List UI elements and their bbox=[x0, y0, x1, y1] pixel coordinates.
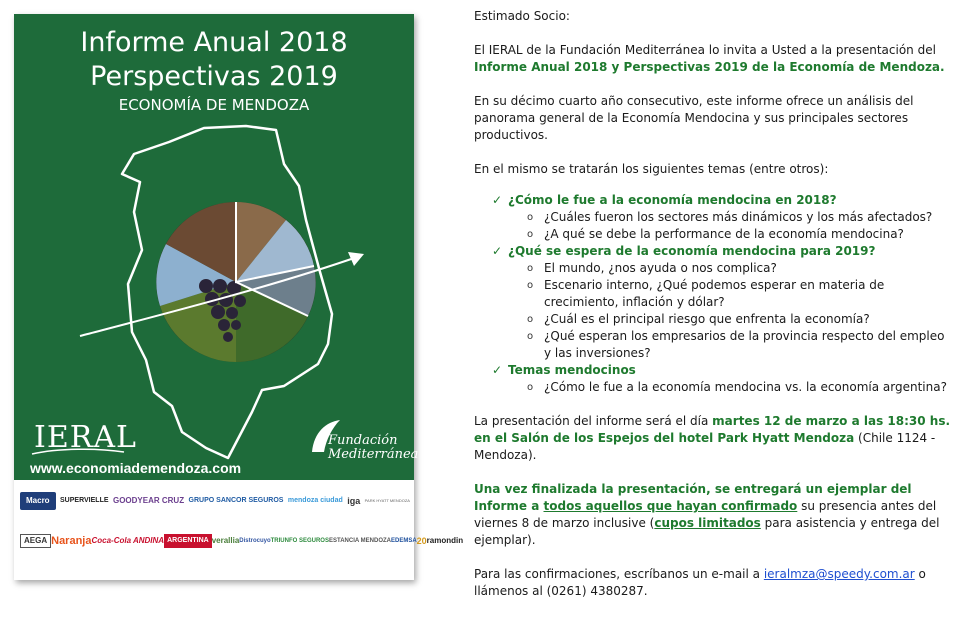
sponsor-logo: Distrocuyo bbox=[239, 538, 271, 544]
event-date-location: martes 12 de marzo a las 18:30 hs. en el Salón de los Espejos del hotel Park Hyatt Mendoza bbox=[474, 414, 951, 445]
event-address-text: (Chile 1124 - Mendoza). bbox=[474, 431, 936, 462]
sponsor-logo: Macro bbox=[20, 492, 56, 510]
sponsor-logo: GRUPO SANCOR SEGUROS bbox=[188, 497, 284, 504]
topic-label: Temas mendocinos bbox=[508, 363, 636, 377]
sponsors-row-2 bbox=[20, 534, 464, 548]
paragraph-delivery-notice bbox=[474, 481, 954, 549]
subtopic-item bbox=[474, 209, 954, 226]
sponsor-logo: mendoza ciudad bbox=[287, 497, 343, 504]
circle-bullet-icon: o bbox=[527, 314, 534, 325]
sponsor-logo: ramondin bbox=[426, 536, 464, 545]
mendoza-map-illustration bbox=[14, 14, 414, 480]
sponsors-row-1 bbox=[20, 492, 410, 510]
report-title-highlight: Informe Anual 2018 y Perspectivas 2019 de la Economía de Mendoza. bbox=[474, 60, 945, 74]
sponsor-logo: ESTANCIA MENDOZA bbox=[328, 538, 391, 544]
circle-bullet-icon: o bbox=[527, 382, 534, 393]
delivery-notice-text: Una vez finalizada la presentación, se entregará un ejemplar del Informe a bbox=[474, 482, 912, 513]
sponsors-strip bbox=[14, 480, 464, 580]
fundacion-logo bbox=[328, 434, 418, 462]
topics-list bbox=[474, 192, 954, 396]
contact-email-link[interactable]: ieralmza@speedy.com.ar bbox=[763, 567, 915, 581]
contact-intro-text: Para las confirmaciones, escríbanos un e-mail a bbox=[474, 567, 764, 581]
poster bbox=[14, 14, 464, 580]
subtopic-item bbox=[474, 226, 954, 243]
deadline-text: su presencia antes del viernes 8 de marzo inclusive ( bbox=[474, 499, 937, 530]
subtopic-item bbox=[474, 379, 954, 396]
sponsor-logo: iga bbox=[347, 496, 361, 506]
subtopic-item bbox=[474, 277, 954, 311]
subtopic-label: ¿Qué esperan los empresarios de la provincia respecto del empleo y las inversiones? bbox=[544, 329, 945, 360]
sponsor-logo: verallia bbox=[211, 536, 240, 545]
paragraph-invitation bbox=[474, 42, 954, 76]
limited-seats-detail: para asistencia y entrega del ejemplar). bbox=[474, 516, 940, 547]
subtopic-label: Escenario interno, ¿Qué podemos esperar en materia de crecimiento, inflación y dólar? bbox=[544, 278, 885, 309]
topic-label: ¿Cómo le fue a la economía mendocina en 2018? bbox=[508, 193, 837, 207]
sponsor-logo: TRIUNFO SEGUROS bbox=[270, 538, 329, 544]
photo-collage-circle bbox=[156, 202, 316, 362]
paragraph-contact bbox=[474, 566, 954, 600]
paragraph-description: En su décimo cuarto año consecutivo, este informe ofrece un análisis del panorama general de la Economía Mendocina y sus principales sectores productivos. bbox=[474, 94, 914, 142]
paragraph-event-details bbox=[474, 413, 954, 464]
circle-bullet-icon: o bbox=[527, 263, 534, 274]
topic-item bbox=[474, 362, 954, 379]
sponsor-logo: GOODYEAR CRUZ bbox=[112, 496, 185, 505]
greeting: Estimado Socio: bbox=[474, 9, 570, 23]
poster-website: www.economiademendoza.com bbox=[30, 460, 242, 476]
topic-label: ¿Qué se espera de la economía mendocina para 2019? bbox=[508, 244, 876, 258]
circle-bullet-icon: o bbox=[527, 331, 534, 342]
ieral-swoosh-icon bbox=[28, 446, 128, 458]
sponsor-logo: EDEMSA bbox=[390, 538, 417, 544]
circle-bullet-icon: o bbox=[527, 229, 534, 240]
subtopic-label: ¿Cuáles fueron los sectores más dinámicos y los más afectados? bbox=[544, 210, 933, 224]
sponsor-logo: AEGA bbox=[20, 534, 51, 548]
fundacion-logo-line1: Fundación bbox=[328, 433, 398, 448]
event-intro-text: La presentación del informe será el día bbox=[474, 414, 713, 428]
sponsor-logo: SUPERVIELLE bbox=[60, 497, 109, 504]
poster-subtitle: ECONOMÍA DE MENDOZA bbox=[118, 96, 310, 114]
sponsor-logo: PARK HYATT MENDOZA bbox=[364, 498, 410, 503]
subtopic-label: ¿A qué se debe la performance de la economía mendocina? bbox=[544, 227, 904, 241]
sponsor-logo: Coca-Cola ANDINA bbox=[91, 536, 165, 545]
subtopic-label: ¿Cuál es el principal riesgo que enfrenta la economía? bbox=[544, 312, 870, 326]
fundacion-logo-line2: Mediterránea bbox=[328, 447, 419, 462]
circle-bullet-icon: o bbox=[527, 280, 534, 291]
contact-phone-text: o llámenos al (0261) 4380287. bbox=[474, 567, 926, 598]
subtopic-item bbox=[474, 260, 954, 277]
sponsor-logo: ARGENTINA bbox=[164, 534, 212, 548]
check-icon: ✓ bbox=[492, 193, 503, 207]
subtopic-item bbox=[474, 311, 954, 328]
check-icon: ✓ bbox=[492, 363, 503, 377]
confirmed-attendees-text: todos aquellos que hayan confirmado bbox=[543, 499, 798, 513]
subtopic-label: El mundo, ¿nos ayuda o nos complica? bbox=[544, 261, 777, 275]
sponsor-logo: 20 bbox=[416, 536, 427, 546]
check-icon: ✓ bbox=[492, 244, 503, 258]
circle-bullet-icon: o bbox=[527, 212, 534, 223]
invitation-letter bbox=[474, 8, 954, 617]
invitation-text: El IERAL de la Fundación Mediterránea lo invita a Usted a la presentación del bbox=[474, 43, 936, 57]
subtopic-label: ¿Cómo le fue a la economía mendocina vs. la economía argentina? bbox=[544, 380, 947, 394]
ieral-logo: IERAL bbox=[34, 420, 137, 455]
limited-seats-text: cupos limitados bbox=[654, 516, 761, 530]
poster-title-line1: Informe Anual 2018 bbox=[80, 27, 348, 58]
topic-item bbox=[474, 243, 954, 260]
paragraph-topics-intro: En el mismo se tratarán los siguientes temas (entre otros): bbox=[474, 162, 829, 176]
sponsor-logo: Naranja bbox=[51, 535, 92, 547]
poster-title-line2: Perspectivas 2019 bbox=[90, 61, 338, 92]
topic-item bbox=[474, 192, 954, 209]
subtopic-item bbox=[474, 328, 954, 362]
